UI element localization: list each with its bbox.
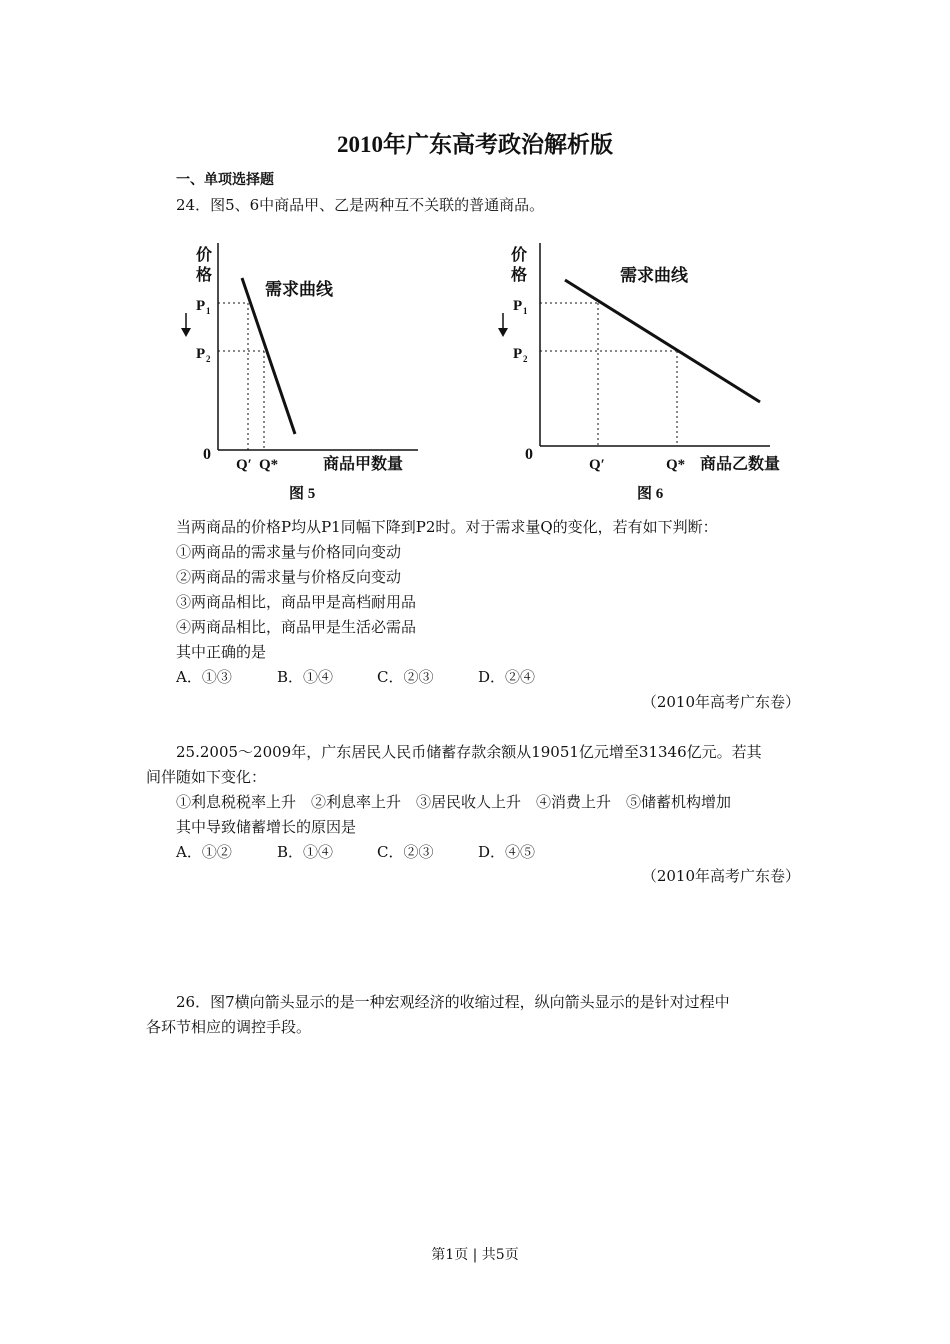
q24-item: ①两商品的需求量与价格同向变动 <box>176 543 402 561</box>
p1-label: P <box>196 298 206 314</box>
q25-items: ①利息税税率上升 ②利息率上升 ③居民收人上升 ④消费上升 ⑤储蓄机构增加 <box>176 793 732 811</box>
p1-sub: 1 <box>523 306 528 316</box>
page-footer: 第1页 | 共5页 <box>431 1247 519 1263</box>
y-label: 价 <box>511 247 528 264</box>
q24-option-b: B．①④ <box>277 668 334 686</box>
page-title: 2010年广东高考政治解析版 <box>337 132 613 157</box>
origin-label: 0 <box>525 446 533 463</box>
y-label: 价 <box>196 247 213 264</box>
x-label: 商品甲数量 <box>323 456 404 473</box>
q26-line2: 各环节相应的调控手段。 <box>146 1018 312 1036</box>
p1-sub: 1 <box>206 306 211 316</box>
q2-label: Q* <box>666 457 686 473</box>
demand-curve <box>242 278 295 434</box>
q2-label: Q* <box>259 457 279 473</box>
p2-label: P <box>513 346 523 362</box>
q24-item: ④两商品相比，商品甲是生活必需品 <box>176 618 417 636</box>
figure-caption: 图 5 <box>289 486 316 502</box>
q25-option-a: A．①② <box>176 843 232 861</box>
q1-label: Q′ <box>236 457 252 473</box>
q24-source: （2010年高考广东卷） <box>641 693 800 711</box>
q24-item: ③两商品相比，商品甲是高档耐用品 <box>176 593 417 611</box>
p1-label: P <box>513 298 523 314</box>
q25-line2: 间伴随如下变化： <box>146 768 267 786</box>
q25-line1: 25.2005～2009年，广东居民人民币储蓄存款余额从19051亿元增至31346亿元。若其 <box>176 743 762 761</box>
q25-option-c: C．②③ <box>377 843 434 861</box>
demand-curve <box>565 280 760 402</box>
q26-line1: 26．图7横向箭头显示的是一种宏观经济的收缩过程，纵向箭头显示的是针对过程中 <box>176 993 730 1011</box>
q24-option-c: C．②③ <box>377 668 434 686</box>
y-label: 格 <box>511 267 528 284</box>
y-label: 格 <box>196 267 213 284</box>
origin-label: 0 <box>203 446 211 463</box>
q25-option-d: D．④⑤ <box>478 843 536 861</box>
q24-stem: 24．图5、6中商品甲、乙是两种互不关联的普通商品。 <box>176 196 545 214</box>
section-heading: 一、单项选择题 <box>176 172 274 188</box>
q1-label: Q′ <box>589 457 605 473</box>
x-label: 商品乙数量 <box>700 456 781 473</box>
q25-source: （2010年高考广东卷） <box>641 867 800 885</box>
curve-label: 需求曲线 <box>265 280 333 299</box>
q24-option-d: D．②④ <box>478 668 536 686</box>
figures <box>0 0 950 520</box>
p2-sub: 2 <box>206 354 211 364</box>
q25-ask: 其中导致储蓄增长的原因是 <box>176 818 357 836</box>
curve-label: 需求曲线 <box>620 266 688 285</box>
q24-intro: 当两商品的价格P均从P1同幅下降到P2时。对于需求量Q的变化，若有如下判断： <box>176 518 718 536</box>
figure-6 <box>498 243 780 502</box>
figure-5 <box>181 243 418 502</box>
q25-option-b: B．①④ <box>277 843 334 861</box>
q24-item: ②两商品的需求量与价格反向变动 <box>176 568 402 586</box>
p2-sub: 2 <box>523 354 528 364</box>
q24-option-a: A．①③ <box>176 668 232 686</box>
p2-label: P <box>196 346 206 362</box>
figure-caption: 图 6 <box>637 486 664 502</box>
q24-ask: 其中正确的是 <box>176 643 267 661</box>
